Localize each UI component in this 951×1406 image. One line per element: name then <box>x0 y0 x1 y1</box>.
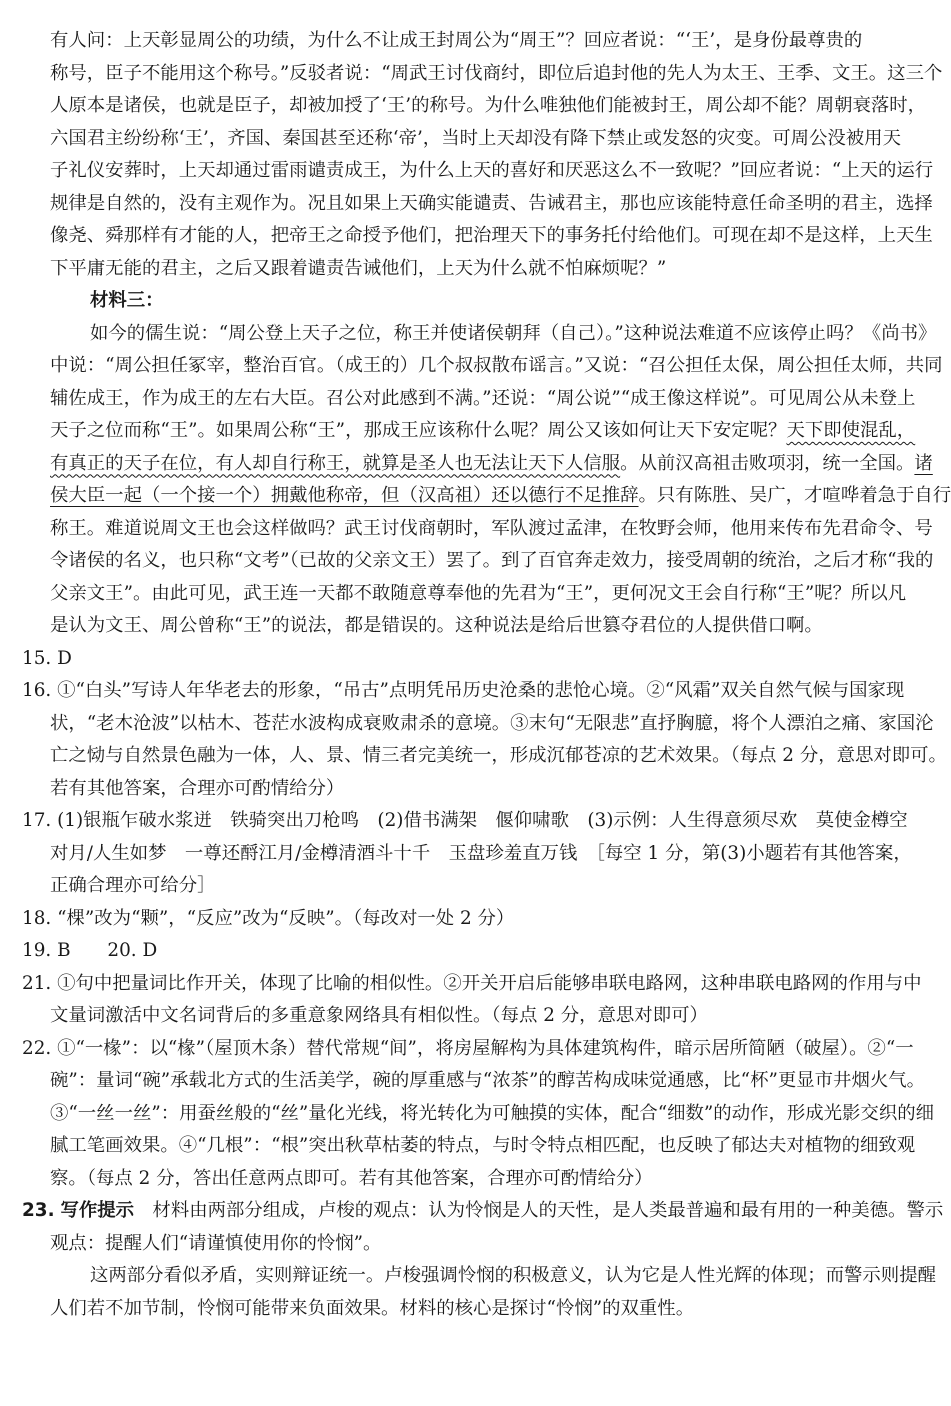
text-line: 17. (1)银瓶乍破水浆迸 铁骑突出刀枪鸣 (2)借书满架 偃仰啸歌 (3)示例：人生得意须尽欢 莫使金樽空 <box>22 810 908 831</box>
passage-2-translation <box>50 25 943 285</box>
text-line: 察。（每点 2 分，答出任意两点即可。若有其他答案，合理亦可酌情给分） <box>50 1167 653 1189</box>
section-heading: 材料三： <box>90 290 164 311</box>
text-line: 观点：提醒人们“请谨慎使用你的怜悯”。 <box>50 1232 382 1254</box>
passage-3-translation <box>50 285 951 643</box>
text-line: 像尧、舜那样有才能的人，把帝王之命授予他们，把治理天下的事务托付给他们。可现在却不是这样，上天生 <box>50 225 933 246</box>
text-line: 22. ①“一椽”：以“椽”（屋顶木条）替代常规“间”，将房屋解构为具体建筑构件，暗示居所简陋（破屋）。②“一 <box>22 1037 914 1059</box>
answer-18: 18. “棵”改为“颗”，“反应”改为“反映”。（每改对一处 2 分） <box>22 907 515 929</box>
text-line: 有人问：上天彰显周公的功绩，为什么不让成王封周公为“周王”？回应者说：“‘王’，是身份最尊贵的 <box>50 30 863 51</box>
text-line: 腻工笔画效果。④“几根”：“根”突出秋草枯萎的特点，与时令特点相匹配，也反映了郁达夫对植物的细致观 <box>50 1135 916 1156</box>
answer-15: 15. D <box>22 647 72 669</box>
text-line: 正确合理亦可给分］ <box>50 875 216 896</box>
text-line <box>22 1195 944 1228</box>
text-line: 对月/人生如梦 一尊还酹江月/金樽清酒斗十千 玉盘珍羞直万钱 ［每空 1 分，第(3)小题若有其他答案， <box>50 842 912 864</box>
text-line <box>50 480 951 513</box>
text-line: 如今的儒生说：“周公登上天子之位，称王并使诸侯朝拜（自己）。”这种说法难道不应该停止吗？《尚书》 <box>90 322 937 344</box>
answer-17 <box>22 805 926 903</box>
text-line: 辅佐成王，作为成王的左右大臣。召公对此感到不满。”还说：“周公说”“成王像这样说”。可见周公从未登上 <box>50 387 916 409</box>
text-line: 中说：“周公担任冢宰，整治百官。（成王的）几个叔叔散布谣言。”又说：“召公担任太保，周公担任太师，共同 <box>50 355 943 376</box>
answer-list <box>22 643 947 1326</box>
writing-tip-label: 写作提示 <box>60 1200 135 1221</box>
text-line: 21. ①句中把量词比作开关，体现了比喻的相似性。②开关开启后能够串联电路网，这种串联电路网的作用与中 <box>22 972 922 994</box>
text-line: ③“一丝一丝”：用蚕丝般的“丝”量化光线，将光转化为可触摸的实体，配合“细数”的动作，形成光影交织的细 <box>50 1102 934 1124</box>
answer-23 <box>22 1195 944 1325</box>
underlined-text: 侯大臣一起（一个接一个）拥戴他称帝，但（汉高祖）还以德行不足推辞 <box>50 485 639 506</box>
text-line: 父亲文王”。由此可见，武王连一天都不敢随意尊奉他的先君为“王”，更何况文王会自行称“王”呢？所以凡 <box>50 582 907 604</box>
text-line: 16. ①“白头”写诗人年华老去的形象，“吊古”点明凭吊历史沧桑的悲怆心境。②“风霜”双关自然气候与国家现 <box>22 680 905 701</box>
text-line: 下平庸无能的君主，之后又跟着谴责告诫他们，上天为什么就不怕麻烦呢？” <box>50 257 667 279</box>
wavy-underlined-text: 天下即使混乱， <box>786 420 916 441</box>
text-span: 。从前汉高祖击败项羽，统一全国。 <box>620 452 915 474</box>
answer-22 <box>22 1033 934 1196</box>
text-line: 六国君主纷纷称‘王’，齐国、秦国甚至还称‘帝’，当时上天却没有降下禁止或发怒的灾变。可周公没被用天 <box>50 127 901 149</box>
text-line: 令诸侯的名义，也只称“文考”（已故的父亲文王）罢了。到了百官奔走效力，接受周朝的统治，之后才称“我的 <box>50 550 934 571</box>
answer-16 <box>22 675 947 805</box>
text-line: 人原本是诸侯，也就是臣子，却被加授了‘王’的称号。为什么唯独他们能被封王，周公却不能？周朝衰落时， <box>50 95 927 116</box>
text-line: 文量词激活中文名词背后的多重意象网络具有相似性。（每点 2 分，意思对即可） <box>50 1005 708 1026</box>
text-line: 子礼仪安葬时，上天却通过雷雨谴责成王，为什么上天的喜好和厌恶这么不一致呢？”回应者说：“上天的运行 <box>50 160 934 181</box>
text-line: 这两部分看似矛盾，实则辩证统一。卢梭强调怜悯的积极意义，认为它是人性光辉的体现；而警示则提醒 <box>90 1265 936 1286</box>
question-number: 23. <box>22 1200 55 1221</box>
answer-19-20: 19. B 20. D <box>22 940 158 961</box>
text-line: 碗”：量词“碗”承载北方式的生活美学，碗的厚重感与“浓茶”的醇苦构成味觉通感，比“杯”更显市井烟火气。 <box>50 1070 926 1091</box>
wavy-underlined-text: 有真正的天子在位，有人却自行称王，就算是圣人也无法让天下人信服 <box>50 452 621 474</box>
underlined-text: 诸 <box>914 452 933 474</box>
text-line <box>50 448 933 481</box>
text-span: 。只有陈胜、吴广，才喧哗着急于自行 <box>638 485 951 506</box>
text-line <box>50 415 926 448</box>
answer-21 <box>22 968 926 1033</box>
text-line: 状，“老木沧波”以枯木、苍茫水波构成衰败肃杀的意境。③末句“无限悲”直抒胸臆，将个人漂泊之痛、家国沦 <box>50 712 934 734</box>
text-span: 材料由两部分组成，卢梭的观点：认为怜悯是人的天性，是人类最普遍和最有用的一种美德。警示 <box>134 1200 944 1221</box>
text-line: 是认为文王、周公曾称“王”的说法，都是错误的。这种说法是给后世篡夺君位的人提供借口啊。 <box>50 615 823 636</box>
text-line: 人们若不加节制，怜悯可能带来负面效果。材料的核心是探讨“怜悯”的双重性。 <box>50 1297 695 1319</box>
text-line: 称王。难道说周文王也会这样做吗？武王讨伐商朝时，军队渡过孟津，在牧野会师，他用来传布先君命令、号 <box>50 517 933 539</box>
text-line: 亡之恸与自然景色融为一体，人、景、情三者完美统一，形成沉郁苍凉的艺术效果。（每点 2 分，意思对即可。 <box>50 745 947 766</box>
text-line: 称号，臣子不能用这个称号。”反驳者说：“周武王讨伐商纣，即位后追封他的先人为太王、王季、文王。这三个 <box>50 62 943 84</box>
text-span: 天子之位而称“王”。如果周公称“王”，那成王应该称什么呢？周公又该如何让天下安定呢？ <box>50 420 787 441</box>
text-line: 若有其他答案，合理亦可酌情给分） <box>50 777 345 799</box>
text-line: 规律是自然的，没有主观作为。况且如果上天确实能谴责、告诫君主，那也应该能特意任命圣明的君主，选择 <box>50 192 933 214</box>
